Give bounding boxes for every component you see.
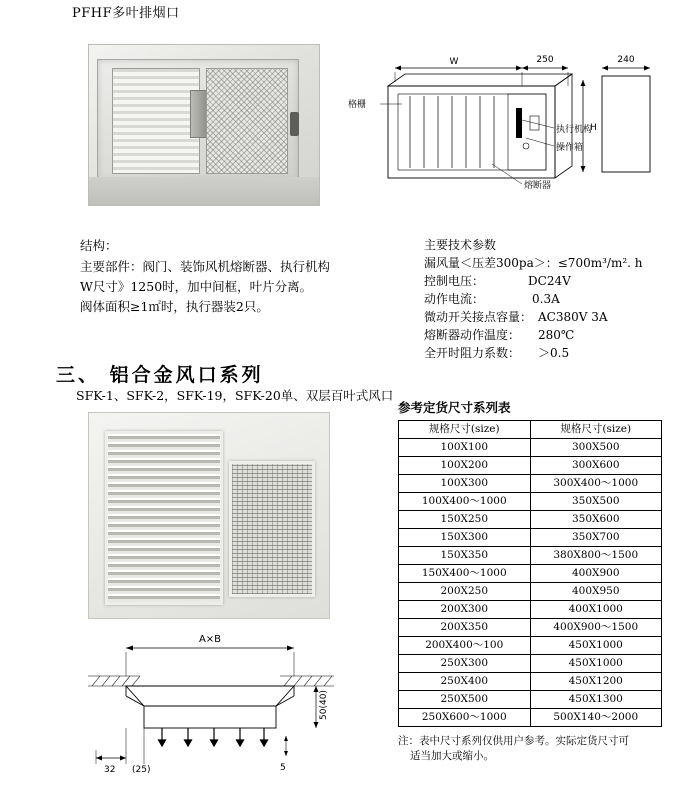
table-title: 参考定货尺寸系列表 — [398, 400, 511, 415]
table-cell: 150X250 — [399, 511, 531, 529]
table-cell: 450X1000 — [530, 655, 662, 673]
table-cell: 300X600 — [530, 457, 662, 475]
photo-base — [89, 177, 319, 205]
table-cell: 150X350 — [399, 547, 531, 565]
label-fuse: 熔断器 — [524, 181, 552, 191]
dim-25-label: (25) — [132, 765, 151, 774]
structure-line-2: W尺寸》1250时，加中间框，叶片分离。 — [80, 279, 313, 294]
parameter-row — [424, 254, 690, 272]
table-note — [398, 734, 668, 764]
table-cell: 300X500 — [530, 439, 662, 457]
table-cell: 400X900～1500 — [530, 619, 662, 637]
parameter-value: DC24V — [528, 274, 571, 288]
parameter-label: 动作电流： — [424, 292, 485, 306]
parameter-value: ≤700m³/m². h — [557, 256, 643, 270]
table-row — [399, 511, 662, 529]
table-cell: 380X800～1500 — [530, 547, 662, 565]
product-photo-smoke-outlet — [88, 44, 320, 206]
parameter-row — [424, 308, 690, 326]
table-row — [399, 547, 662, 565]
parameters-block — [424, 236, 690, 362]
table-row — [399, 457, 662, 475]
table-cell: 200X350 — [399, 619, 531, 637]
label-actuator: 执行机构 — [556, 125, 593, 135]
table-cell: 200X300 — [399, 601, 531, 619]
dim-5-label: 5 — [280, 763, 286, 773]
parameter-row — [424, 326, 690, 344]
table-row — [399, 493, 662, 511]
parameter-value: AC380V 3A — [538, 310, 608, 324]
dim-h-label: H — [590, 123, 597, 133]
parameter-label: 熔断器动作温度： — [424, 328, 521, 342]
dim-32-label: 32 — [104, 765, 116, 774]
table-cell: 100X200 — [399, 457, 531, 475]
dim-ab-label: A×B — [198, 634, 222, 645]
table-cell: 150X300 — [399, 529, 531, 547]
table-cell: 150X400～1000 — [399, 565, 531, 583]
parameter-value: ＞0.5 — [538, 346, 570, 360]
parameter-row — [424, 344, 690, 362]
dim-w-label: W — [449, 57, 459, 67]
table-cell: 100X100 — [399, 439, 531, 457]
parameter-label: 微动开关接点容量： — [424, 310, 533, 324]
parameter-value: 280℃ — [538, 328, 575, 342]
parameter-label: 漏风量＜压差300pa＞： — [424, 256, 558, 270]
table-cell: 350X700 — [530, 529, 662, 547]
structure-line-3: 阀体面积≥1㎡时，执行器装2只。 — [80, 299, 269, 314]
label-grille: 格栅 — [348, 100, 367, 110]
structure-heading: 结构： — [80, 238, 118, 253]
table-cell: 250X500 — [399, 691, 531, 709]
table-row — [399, 673, 662, 691]
table-cell: 350X500 — [530, 493, 662, 511]
table-row — [399, 583, 662, 601]
page-title: PFHF多叶排烟口 — [72, 6, 180, 21]
technical-drawing-smoke-outlet — [340, 46, 670, 206]
parameters-heading: 主要技术参数 — [424, 238, 497, 252]
label-opbox: 操作箱 — [556, 143, 584, 153]
table-row — [399, 691, 662, 709]
dim-240-label: 240 — [617, 55, 635, 65]
table-row — [399, 619, 662, 637]
parameter-value: 0.3A — [532, 292, 560, 306]
table-row — [399, 529, 662, 547]
table-cell: 250X400 — [399, 673, 531, 691]
table-cell: 100X400～1000 — [399, 493, 531, 511]
table-cell: 350X600 — [530, 511, 662, 529]
section-heading: 三、 铝合金风口系列 — [56, 364, 264, 386]
table-cell: 450X1200 — [530, 673, 662, 691]
table-row — [399, 565, 662, 583]
table-cell: 450X1000 — [530, 637, 662, 655]
table-note-line-1: 注：表中尺寸系列仅供用户参考。实际定货尺寸可 — [398, 735, 629, 747]
table-header-row — [399, 421, 662, 439]
table-cell: 100X300 — [399, 475, 531, 493]
size-table — [398, 420, 662, 727]
table-header-cell: 规格尺寸(size) — [530, 421, 662, 439]
table-cell: 400X950 — [530, 583, 662, 601]
structure-block — [80, 236, 390, 317]
photo-double-louver-grille — [105, 431, 223, 605]
table-header-cell: 规格尺寸(size) — [399, 421, 531, 439]
table-row — [399, 439, 662, 457]
dim-50-40-label: 50(40) — [319, 690, 329, 720]
table-row — [399, 637, 662, 655]
table-row — [399, 655, 662, 673]
table-cell: 250X300 — [399, 655, 531, 673]
table-cell: 200X400～100 — [399, 637, 531, 655]
section-subheading: SFK-1、SFK-2，SFK-19，SFK-20单、双层百叶式风口 — [76, 388, 394, 403]
table-cell: 300X400～1000 — [530, 475, 662, 493]
table-row — [399, 475, 662, 493]
parameter-row — [424, 272, 690, 290]
table-cell: 450X1300 — [530, 691, 662, 709]
product-photo-aluminium-grilles — [88, 412, 330, 619]
table-cell: 250X600～1000 — [399, 709, 531, 727]
table-cell: 200X250 — [399, 583, 531, 601]
photo-mesh-grille — [229, 461, 315, 597]
parameter-row — [424, 290, 690, 308]
structure-line-1: 主要部件：阀门、装饰风机熔断器、执行机构 — [80, 259, 331, 274]
photo-damper-body — [97, 59, 299, 181]
table-cell: 400X1000 — [530, 601, 662, 619]
parameter-label: 全开时阻力系数： — [424, 346, 521, 360]
table-note-line-2: 适当加大或缩小。 — [410, 750, 494, 762]
photo-mesh-panel — [206, 68, 288, 174]
photo-louver-blades — [112, 68, 200, 174]
table-cell: 500X140～2000 — [530, 709, 662, 727]
technical-drawing-grille-section — [80, 624, 370, 774]
parameter-label: 控制电压： — [424, 274, 485, 288]
photo-operation-knob — [290, 112, 299, 136]
table-row — [399, 709, 662, 727]
table-row — [399, 601, 662, 619]
dim-250-label: 250 — [536, 55, 554, 65]
table-cell: 400X900 — [530, 565, 662, 583]
